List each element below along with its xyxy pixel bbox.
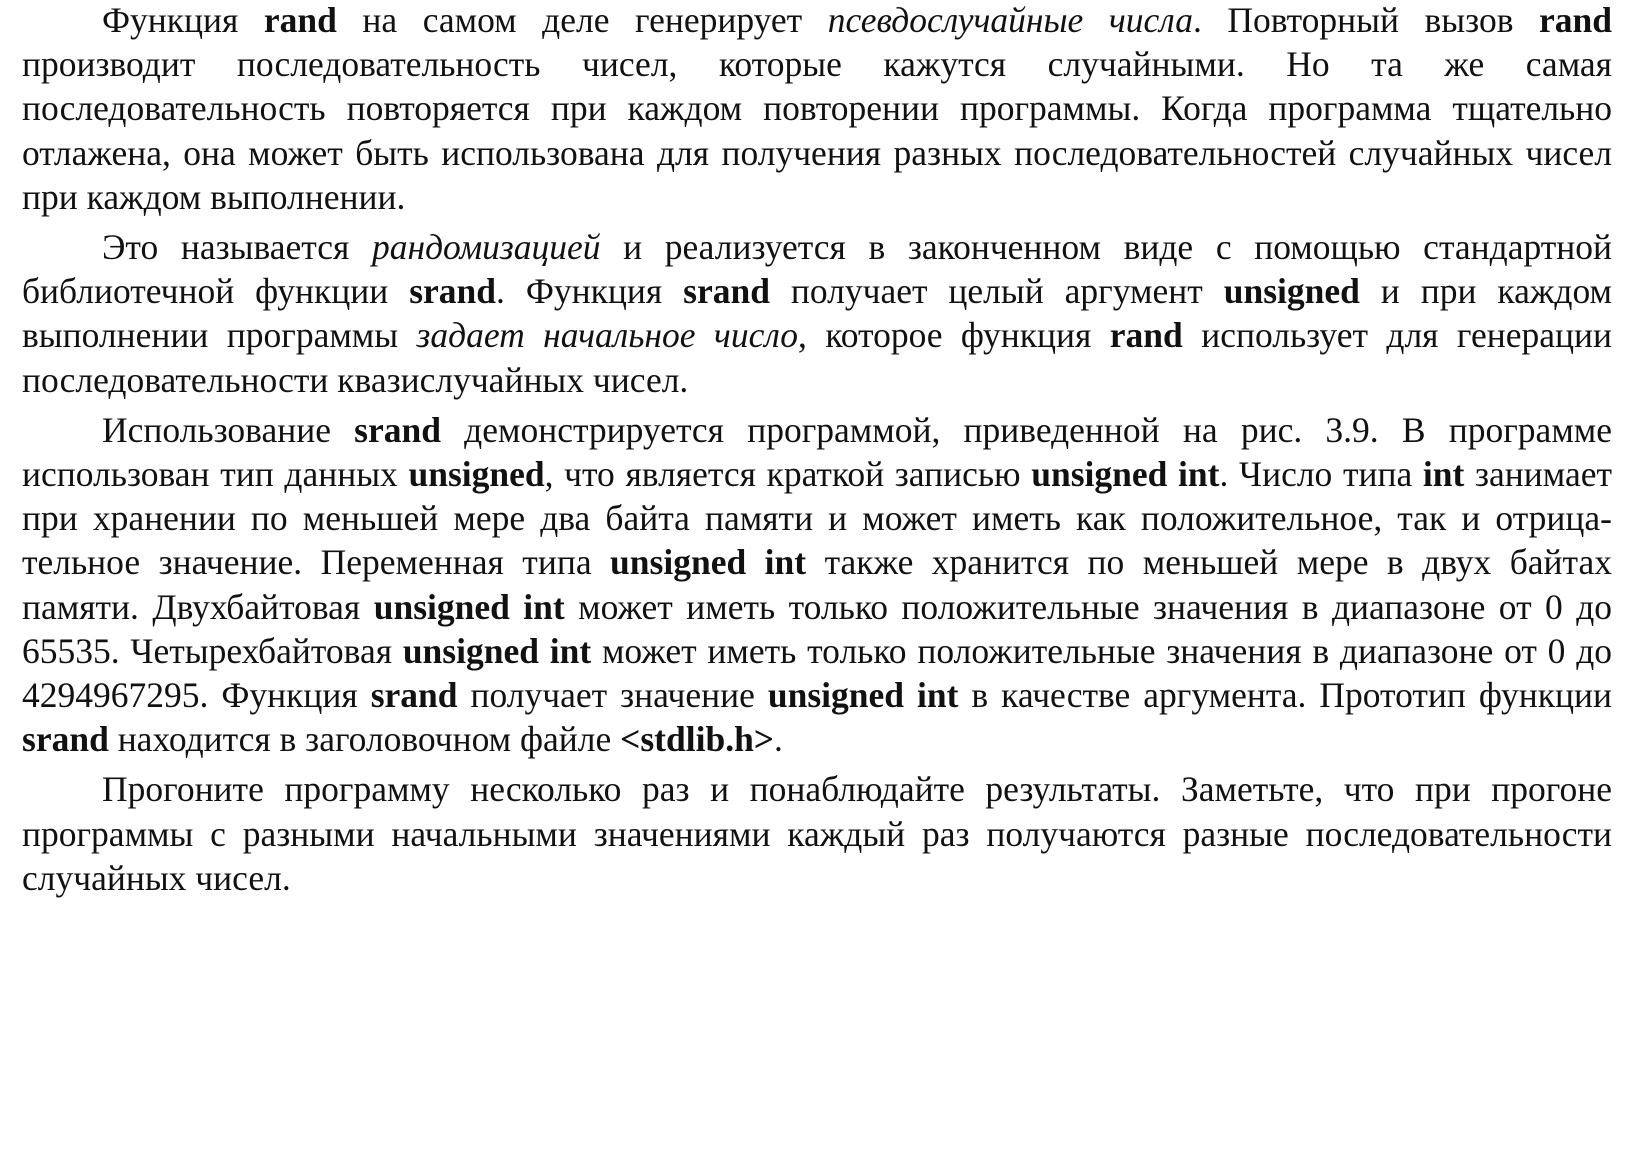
plain-text-run: . Число типа — [1219, 454, 1423, 495]
plain-text-run: получает значение — [457, 675, 768, 716]
plain-text-run: и при каждом выполнении программы — [22, 271, 1613, 356]
plain-text-run: может иметь только положительные значения в диапазоне от 0 до 65535. Четырехбайтовая — [22, 586, 1613, 671]
plain-text-run: находится в заголовочном файле — [108, 719, 621, 760]
bold-text-run: unsigned int — [373, 586, 565, 627]
plain-text-run: на самом деле генерирует — [336, 0, 828, 40]
plain-text-run: также хранится по меньшей мере в двух байтах памяти. Двухбайтовая — [22, 542, 1613, 627]
italic-text-run: задает начальное число — [416, 315, 799, 356]
plain-text-run: может иметь только положительные значения в диапазоне от 0 до 4294967295. Функция — [22, 630, 1613, 716]
bold-text-run: srand — [354, 409, 441, 450]
plain-text-run: Прогоните программу несколько раз и понаблюдайте результаты. Заметьте, что при прогоне программы с разными начальными значениями каждый раз получаются разные последовательности случайных чисел. — [22, 769, 1612, 898]
plain-text-run: . — [774, 719, 783, 760]
bold-text-run: unsigned — [408, 454, 545, 495]
paragraph-randomization — [22, 225, 1612, 402]
plain-text-run: производит последовательность чисел, которые кажутся случайными. Но та же самая последовательность повторяется при каждом повторении программы. Когда программа тщательно отлажена, она может быть использована для получения разных последовательностей случайных чисел при каждом выполнении. — [22, 44, 1612, 217]
italic-text-run: рандомизацией — [371, 227, 601, 268]
bold-text-run: unsigned int — [767, 675, 959, 716]
plain-text-run: Использование — [102, 409, 355, 450]
bold-text-run: srand — [409, 271, 497, 312]
plain-text-run: , что является краткой записью — [544, 454, 1032, 495]
plain-text-run: . Повторный вызов — [1192, 0, 1539, 40]
bold-text-run: srand — [22, 719, 109, 760]
plain-text-run: использует для генерации последовательности квазислучайных чисел. — [22, 315, 1613, 400]
bold-text-run: srand — [683, 271, 770, 312]
plain-text-run: демонстрируется программой, приведенной на рис. 3.9. В программе использован тип данных — [22, 409, 1612, 495]
plain-text-run: и реализуется в законченном виде с помощью стандартной библиотечной функции — [22, 227, 1613, 312]
paragraph-run-program — [22, 767, 1612, 900]
plain-text-run: в качестве аргумента. Прототип функции — [958, 675, 1612, 716]
bold-text-run: rand — [1539, 0, 1612, 40]
plain-text-run: . Функция — [496, 271, 684, 312]
plain-text-run: , которое функция — [798, 315, 1110, 356]
bold-text-run: rand — [1109, 315, 1183, 356]
plain-text-run: Функция — [102, 0, 264, 40]
plain-text-run: получает целый аргумент — [769, 271, 1224, 312]
plain-text-run: Это называется — [102, 227, 372, 268]
bold-text-run: unsigned int — [610, 542, 807, 583]
bold-text-run: <stdlib.h> — [620, 719, 775, 760]
paragraph-rand-pseudorandom — [22, 0, 1612, 219]
bold-text-run: srand — [370, 675, 458, 716]
bold-text-run: unsigned int — [1031, 454, 1220, 495]
plain-text-run: занимает при хранении по меньшей мере два байта памяти и может иметь как положительное, так и отрицательное значение. Переменная типа — [22, 454, 1612, 583]
bold-text-run: unsigned — [1223, 271, 1360, 312]
bold-text-run: rand — [263, 0, 337, 40]
bold-text-run: int — [1422, 454, 1465, 495]
bold-text-run: unsigned int — [402, 630, 592, 671]
paragraph-srand-usage — [22, 408, 1612, 762]
italic-text-run: псевдослучайные числа — [827, 0, 1193, 40]
